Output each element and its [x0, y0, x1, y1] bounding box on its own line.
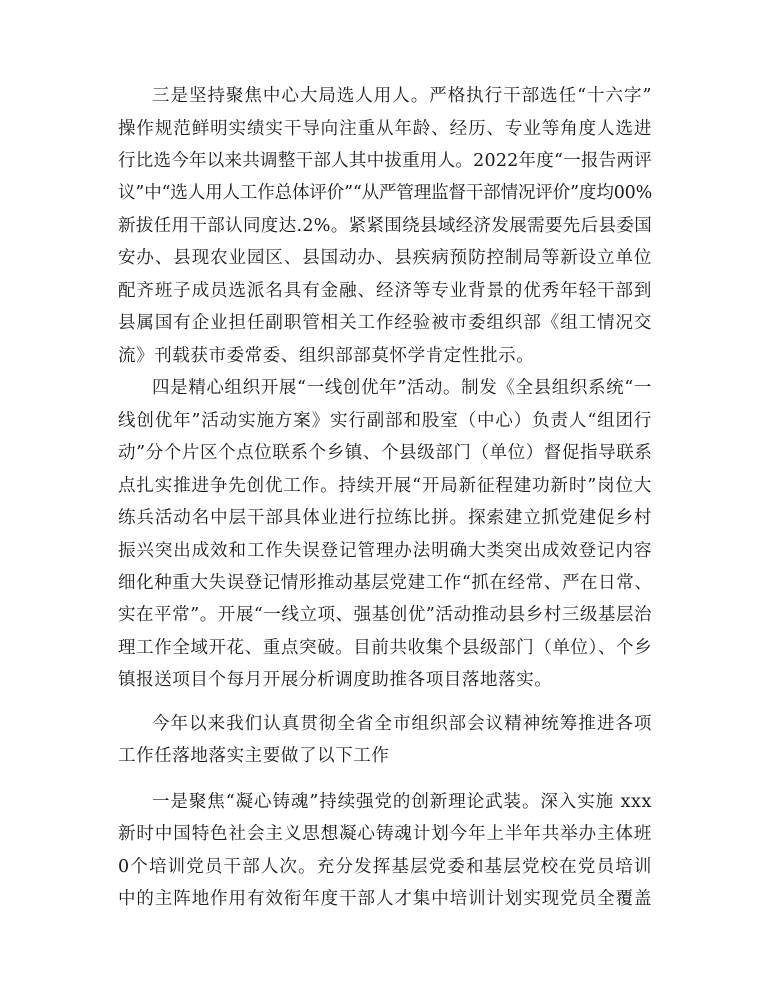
- text-line: 行比选今年以来共调整干部人其中拔重用人。2022年度“一报告两评: [118, 151, 652, 171]
- text-line: 理工作全域开花、重点突破。目前共收集个县级部门（单位）、个乡: [118, 638, 653, 658]
- text-line: 流》刊载获市委常委、组织部部莫怀学肯定性批示。: [118, 346, 535, 366]
- text-line: 振兴突出成效和工作失误登记管理办法明确大类突出成效登记内容: [118, 541, 652, 561]
- text-line: 线创优年”活动实施方案》实行副部和股室（中心）负责人“组团行: [118, 411, 652, 431]
- text-line: 镇报送项目个每月开展分析调度助推各项目落地落实。: [118, 670, 553, 690]
- text-line: 操作规范鲜明实绩实干导向注重从年龄、经历、专业等角度人选进: [118, 119, 652, 139]
- text-line: 三是坚持聚焦中心大局选人用人。严格执行干部选任“十六字”: [152, 86, 652, 106]
- text-line: 一是聚焦“凝心铸魂”持续强党的创新理论武装。深入实施 xxx: [152, 792, 652, 812]
- text-line: 动”分个片区个点位联系个乡镇、个县级部门（单位）督促指导联系: [118, 443, 653, 463]
- text-line: 四是精心组织开展“一线创优年”活动。制发《全县组织系统“一: [152, 378, 652, 398]
- text-line: 点扎实推进争先创优工作。持续开展“开局新征程建功新时”岗位大: [118, 476, 652, 496]
- text-line: 实在平常”。开展“一线立项、强基创优”活动推动县乡村三级基层治: [118, 605, 652, 625]
- text-line: 工作任落地落实主要做了以下工作: [118, 746, 390, 766]
- text-line: 中的主阵地作用有效衔年度干部人才集中培训计划实现党员全覆盖: [118, 889, 652, 909]
- text-line: 0个培训党员干部人次。充分发挥基层党委和基层党校在党员培训: [118, 857, 652, 877]
- text-line: 新时中国特色社会主义思想凝心铸魂计划今年上半年共举办主体班: [118, 824, 652, 844]
- text-line: 配齐班子成员选派名具有金融、经济等专业背景的优秀年轻干部到: [118, 281, 652, 301]
- text-line: 细化种重大失误登记情形推动基层党建工作“抓在经常、严在日常、: [118, 573, 653, 593]
- text-line: 新拔任用干部认同度达.2%。紧紧围绕县域经济发展需要先后县委国: [118, 216, 652, 236]
- text-line: 今年以来我们认真贯彻全省全市组织部会议精神统筹推进各项: [152, 714, 652, 734]
- text-line: 练兵活动名中层干部具体业进行拉练比拼。探索建立抓党建促乡村: [118, 508, 652, 528]
- text-line: 安办、县现农业园区、县国动办、县疾病预防控制局等新设立单位: [118, 248, 652, 268]
- text-line: 县属国有企业担任副职管相关工作经验被市委组织部《组工情况交: [118, 313, 652, 333]
- text-line: 议”中“选人用人工作总体评价”“从严管理监督干部情况评价”度均00%: [118, 183, 652, 203]
